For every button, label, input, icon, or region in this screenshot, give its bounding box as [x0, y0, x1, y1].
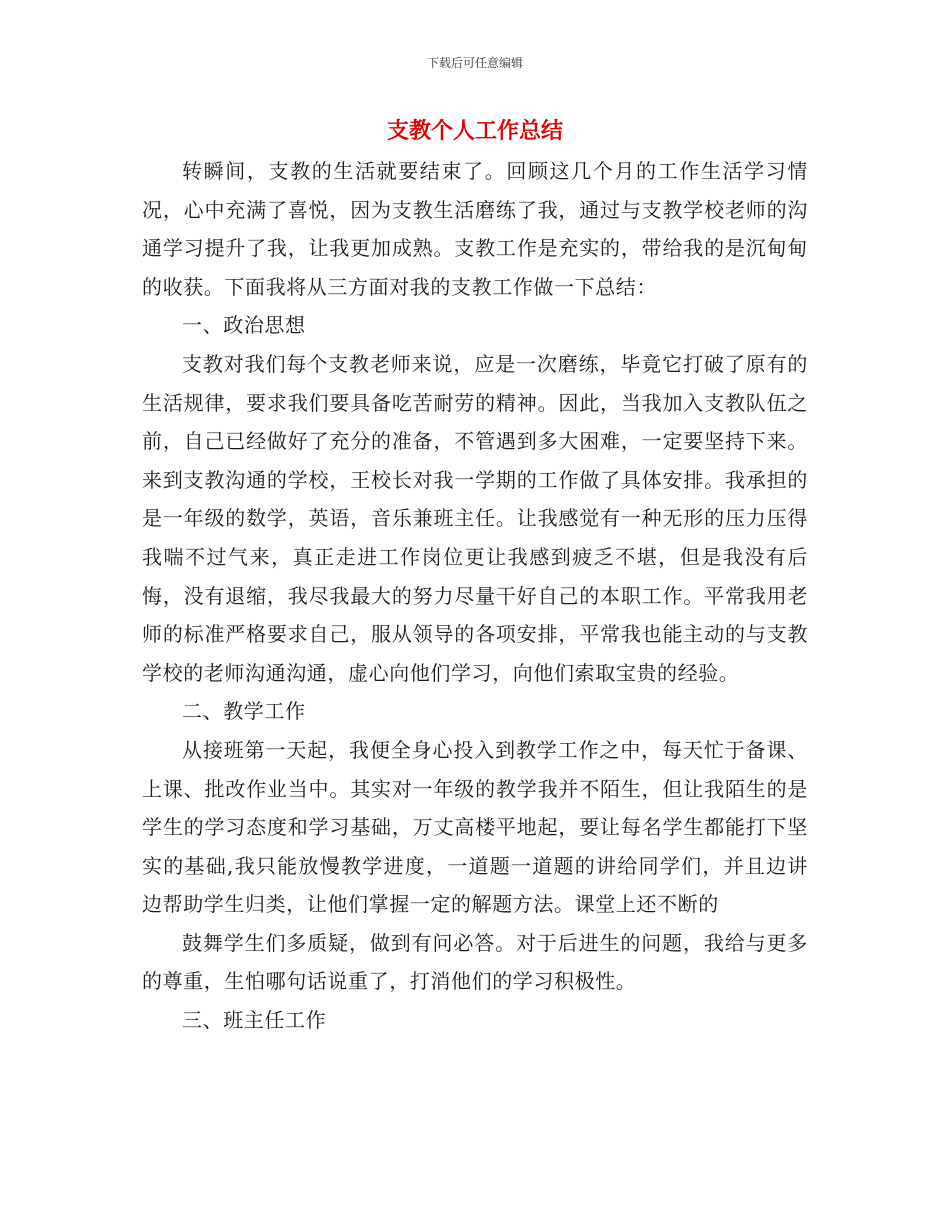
paragraph-teaching-cont: 鼓舞学生们多质疑，做到有问必答。对于后进生的问题，我给与更多的尊重，生怕哪句话说重了，打消他们的学习积极性。 — [142, 930, 808, 994]
paragraph-teaching: 从接班第一天起，我便全身心投入到教学工作之中，每天忙于备课、上课、批改作业当中。其实对一年级的教学我并不陌生，但让我陌生的是学生的学习态度和学习基础，万丈高楼平地起，要让每名学生都能打下坚实的基础,我只能放慢教学进度，一道题一道题的讲给同学们，并且边讲边帮助学生归类，让他们掌握一定的解题方法。课堂上还不断的 — [142, 737, 808, 917]
paragraph-intro: 转瞬间，支教的生活就要结束了。回顾这几个月的工作生活学习情况，心中充满了喜悦，因为支教生活磨练了我，通过与支教学校老师的沟通学习提升了我，让我更加成熟。支教工作是充实的，带给我的是沉甸甸的收获。下面我将从三方面对我的支教工作做一下总结： — [142, 159, 808, 299]
section-heading-politics: 一、政治思想 — [182, 313, 306, 338]
document-body — [142, 152, 808, 1040]
header-note: 下载后可任意编辑 — [426, 56, 523, 70]
section-heading-class-teacher: 三、班主任工作 — [182, 1008, 327, 1033]
document-title: 支教个人工作总结 — [386, 118, 563, 144]
section-heading-teaching: 二、教学工作 — [182, 699, 306, 724]
paragraph-politics: 支教对我们每个支教老师来说，应是一次磨练，毕竟它打破了原有的生活规律，要求我们要具备吃苦耐劳的精神。因此，当我加入支教队伍之前，自己已经做好了充分的准备，不管遇到多大困难，一定要坚持下来。来到支教沟通的学校，王校长对我一学期的工作做了具体安排。我承担的是一年级的数学，英语，音乐兼班主任。让我感觉有一种无形的压力压得我喘不过气来，真正走进工作岗位更让我感到疲乏不堪，但是我没有后悔，没有退缩，我尽我最大的努力尽量干好自己的本职工作。平常我用老师的标准严格要求自己，服从领导的各项安排，平常我也能主动的与支教学校的老师沟通沟通，虚心向他们学习，向他们索取宝贵的经验。 — [142, 351, 808, 685]
